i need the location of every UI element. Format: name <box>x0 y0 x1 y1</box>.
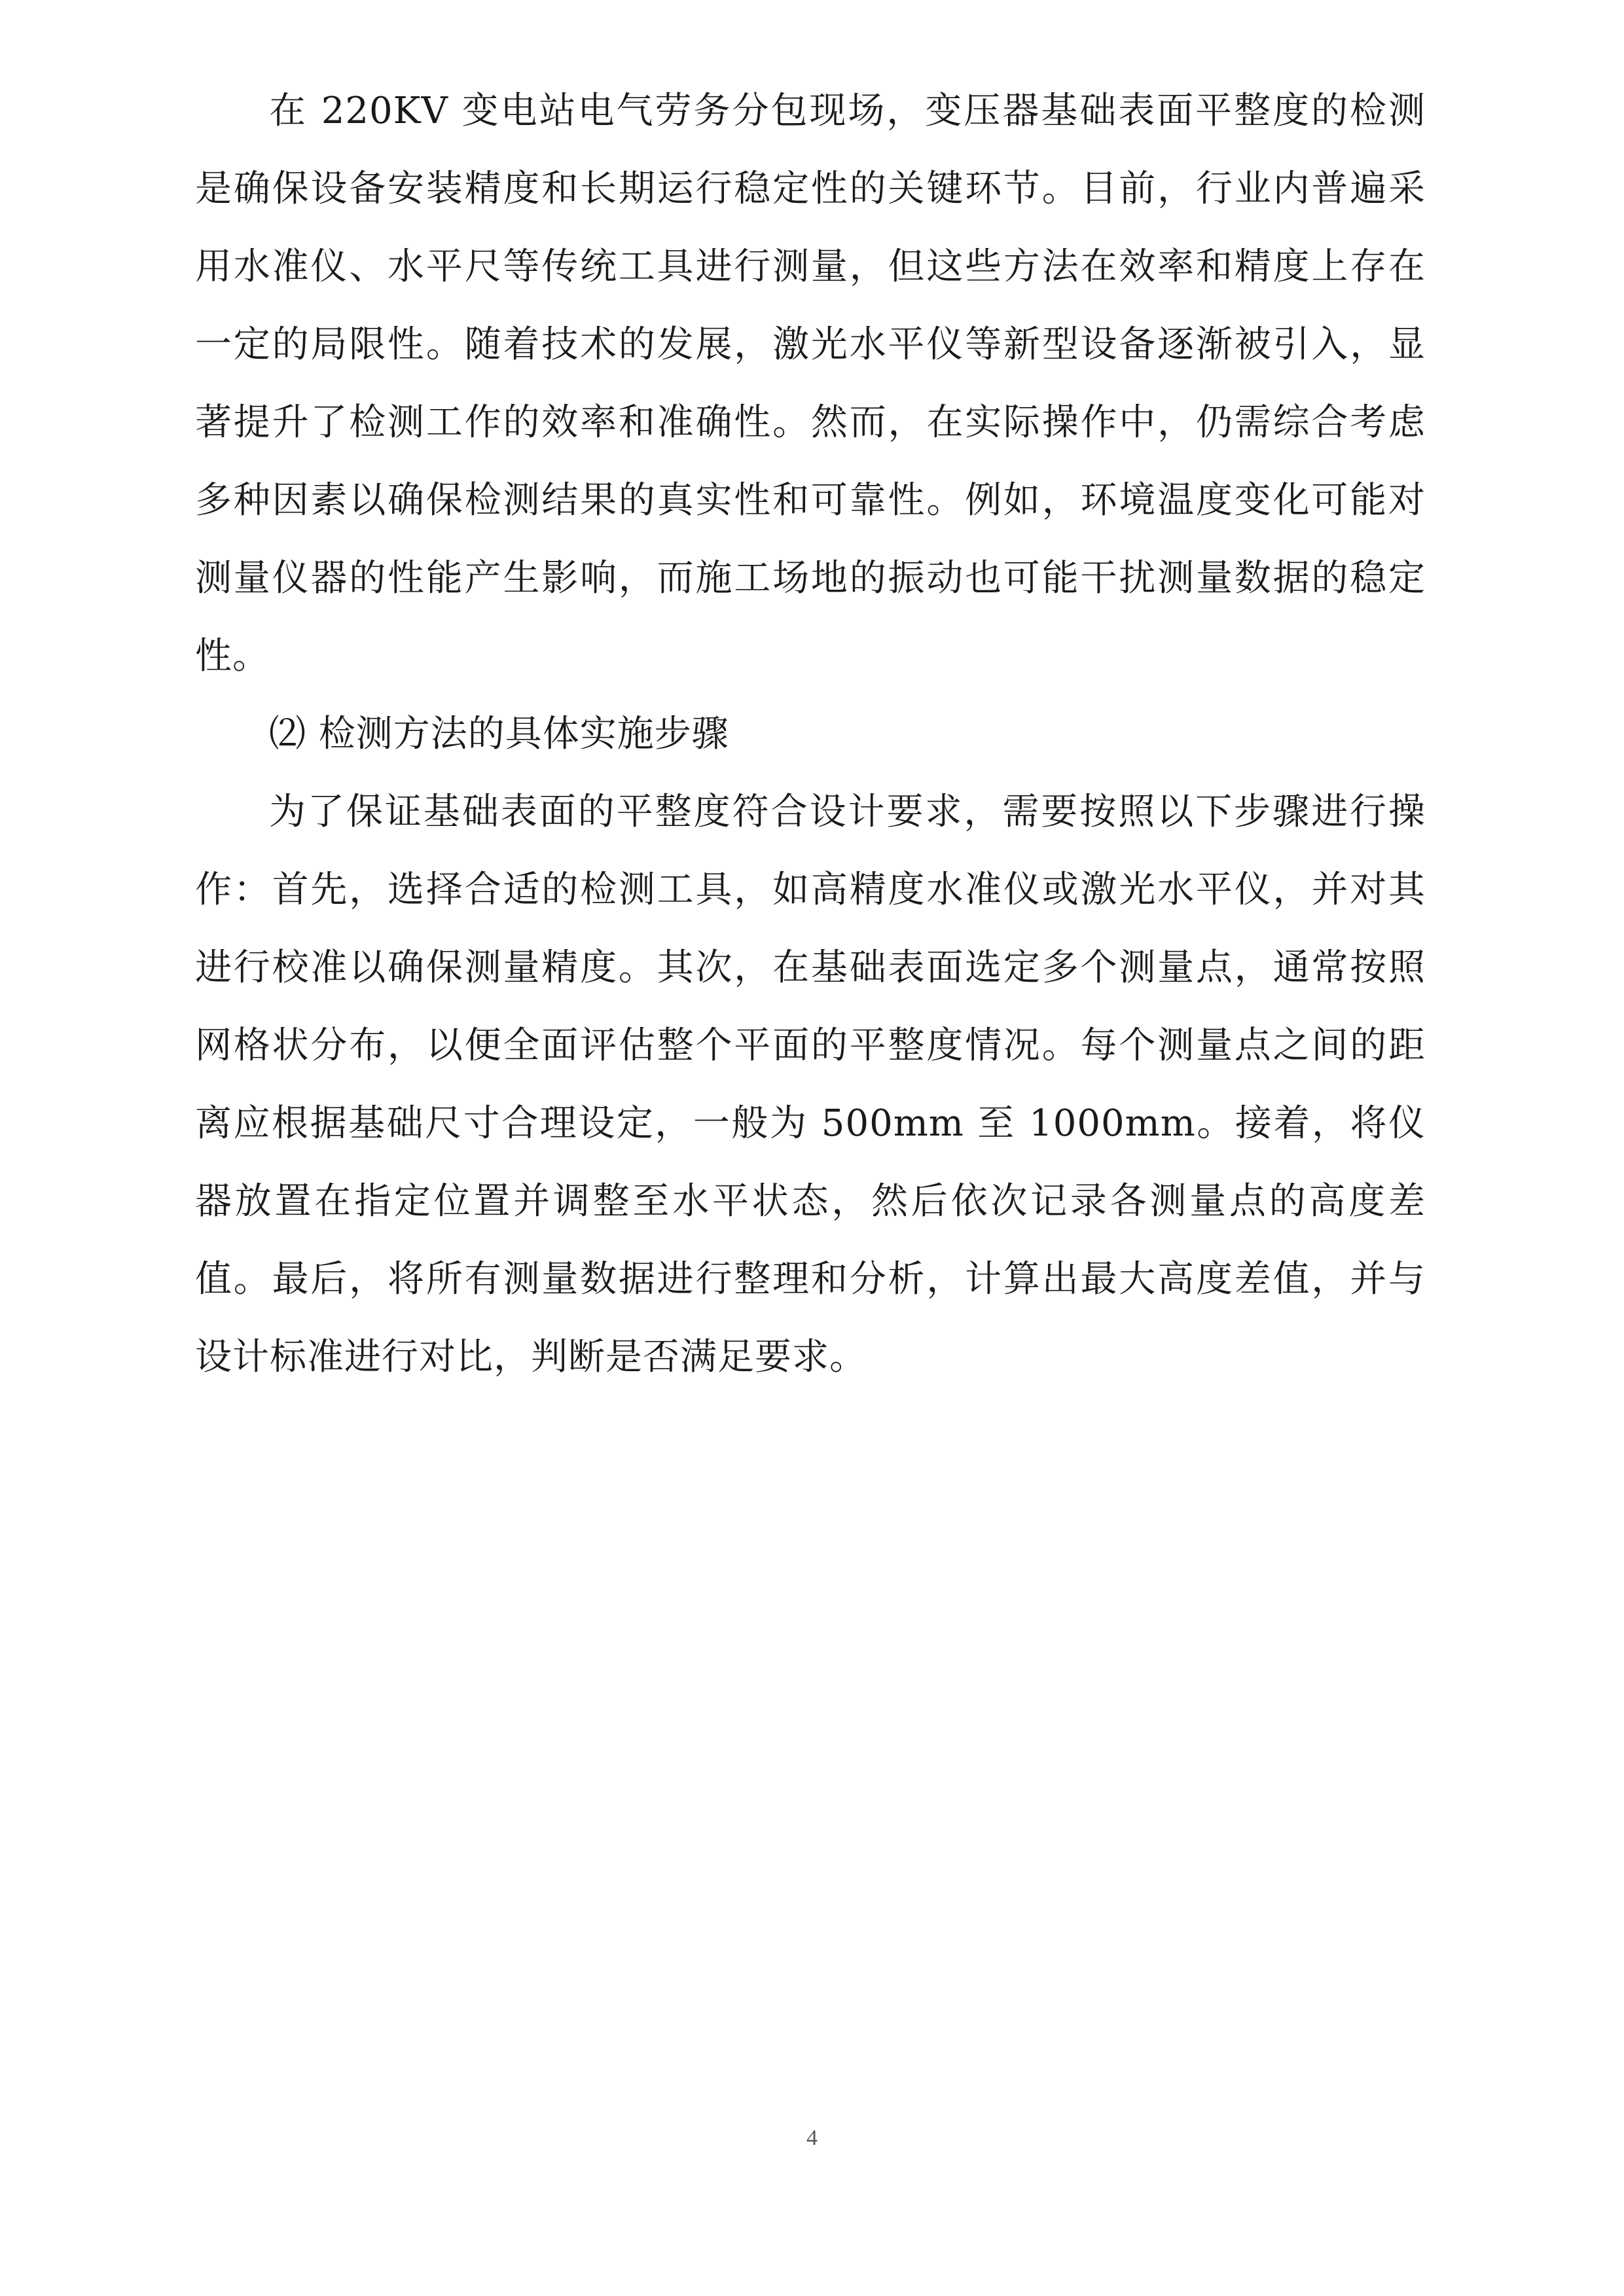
document-body <box>195 72 1426 1396</box>
paragraph-steps: 为了保证基础表面的平整度符合设计要求，需要按照以下步骤进行操作：首先，选择合适的检测工具，如高精度水准仪或激光水平仪，并对其进行校准以确保测量精度。其次，在基础表面选定多个测量点，通常按照网格状分布，以便全面评估整个平面的平整度情况。每个测量点之间的距离应根据基础尺寸合理设定，一般为 500mm 至 1000mm。接着，将仪器放置在指定位置并调整至水平状态，然后依次记录各测量点的高度差值。最后，将所有测量数据进行整理和分析，计算出最大高度差值，并与设计标准进行对比，判断是否满足要求。 <box>195 791 1426 1378</box>
section-heading: ⑵ 检测方法的具体实施步骤 <box>269 713 729 755</box>
page-number: 4 <box>806 2126 818 2150</box>
paragraph-intro: 在 220KV 变电站电气劳务分包现场，变压器基础表面平整度的检测是确保设备安装精度和长期运行稳定性的关键环节。目前，行业内普遍采用水准仪、水平尺等传统工具进行测量，但这些方法在效率和精度上存在一定的局限性。随着技术的发展，激光水平仪等新型设备逐渐被引入，显著提升了检测工作的效率和准确性。然而，在实际操作中，仍需综合考虑多种因素以确保检测结果的真实性和可靠性。例如，环境温度变化可能对测量仪器的性能产生影响，而施工场地的振动也可能干扰测量数据的稳定性。 <box>195 90 1426 677</box>
